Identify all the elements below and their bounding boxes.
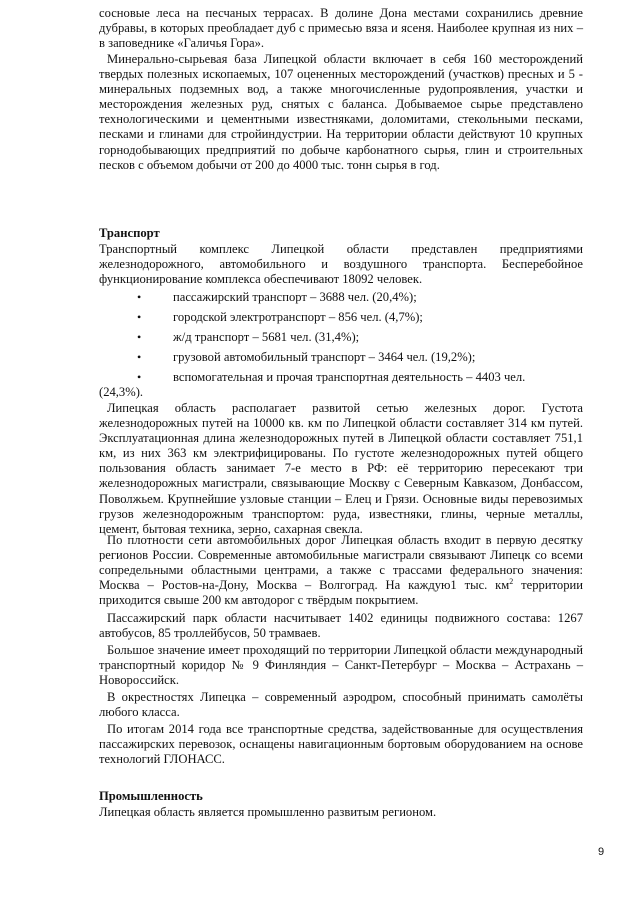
paragraph-transport-complex: Транспортный комплекс Липецкой области представлен предприятиями железнодорожного, автомобильного и воздушного транспорта. Бесперебойное функционирование комплекса обеспечивают 18092 человек. [99,242,583,287]
list-item: • ж/д транспорт – 5681 чел. (31,4%); [137,330,360,344]
list-item: • вспомогательная и прочая транспортная деятельность – 4403 чел. [137,370,526,384]
paragraph-mineral-resources: Минерально-сырьевая база Липецкой области включает в себя 160 месторождений твердых полезных ископаемых, 107 оцененных месторождений (участков) пресных и 5 - минеральных подземных вод, а также многочисленные рудопроявления, участки и месторождения железных руд, снятых с баланса. Добываемое сырье представлено технологическими и цементными известняками, доломитами, стекольными песками, песками и глинами для стройиндустрии. На территории области действуют 10 крупных горнодобывающих предприятий по добыче карбонатного сырья, глин и строительных песков с объемом добычи от 200 до 4000 тыс. тонн сырья в год. [99,52,583,172]
bullet-icon: • [137,310,142,324]
page-number: 9 [598,846,605,858]
section-heading-transport: Транспорт [99,226,160,240]
paragraph-roads: По плотности сети автомобильных дорог Липецкая область входит в первую десятку регионов России. Современные автомобильные магистрали связывают Липецк со всеми сопредельными областными центрами, а также с трассами федерального значения: Москва – Ростов-на-Дону, Москва – Волгоград. На каждую1 тыс. $км^2$ территории приходится свыше 200 км автодорог с твёрдым покрытием. [99,533,583,608]
paragraph-transport-corridor: Большое значение имеет проходящий по территории Липецкой области международный транспортный коридор № 9 Финляндия – Санкт-Петербург – Москва – Астрахань – Новороссийск. [99,643,583,688]
list-item: • пассажирский транспорт – 3688 чел. (20,4%); [137,290,417,304]
bullet-icon: • [137,290,142,304]
list-item: • грузовой автомобильный транспорт – 3464 чел. (19,2%); [137,350,476,364]
section-heading-industry: Промышленность [99,789,203,803]
list-item: • городской электротранспорт – 856 чел. (4,7%); [137,310,423,324]
paragraph-passenger-fleet: Пассажирский парк области насчитывает 1402 единицы подвижного состава: 1267 автобусов, 85 троллейбусов, 50 трамваев. [99,611,583,641]
paragraph-forests: сосновые леса на песчаных террасах. В долине Дона местами сохранились древние дубравы, в которых преобладает дуб с примесью вяза и ясеня. Наиболее крупная из них – в заповеднике «Галичья Гора». [99,6,583,51]
bullet-icon: • [137,330,142,344]
paragraph-glonass: По итогам 2014 года все транспортные средства, задействованные для осуществления пассажирских перевозок, оснащены навигационным бортовым оборудованием на основе технологий ГЛОНАСС. [99,722,583,767]
bullet-icon: • [137,370,142,384]
paragraph-railways: Липецкая область располагает развитой сетью железных дорог. Густота железнодорожных путей на 10000 кв. км по Липецкой области составляет 314 км путей. Эксплуатационная длина железнодорожных путей в Липецкой области составляет 751,1 км, из них 363 км электрифицированы. По густоте железнодорожных путей общего пользования область занимает 7-е место в РФ: её территорию пересекают три железнодорожных магистрали, связывающие Москву с Северным Кавказом, Донбассом, Поволжьем. Крупнейшие узловые станции – Елец и Грязи. Основные виды перевозимых грузов железнодорожным транспортом: руда, известняки, глины, черные металлы, цемент, бытовая техника, зерно, сахарная свекла. [99,401,583,536]
paragraph-airport: В окрестностях Липецка – современный аэродром, способный принимать самолёты любого класса. [99,690,583,720]
paragraph-industry: Липецкая область является промышленно развитым регионом. [99,805,437,819]
bullet-icon: • [137,350,142,364]
list-item-continuation: (24,3%). [99,385,144,399]
